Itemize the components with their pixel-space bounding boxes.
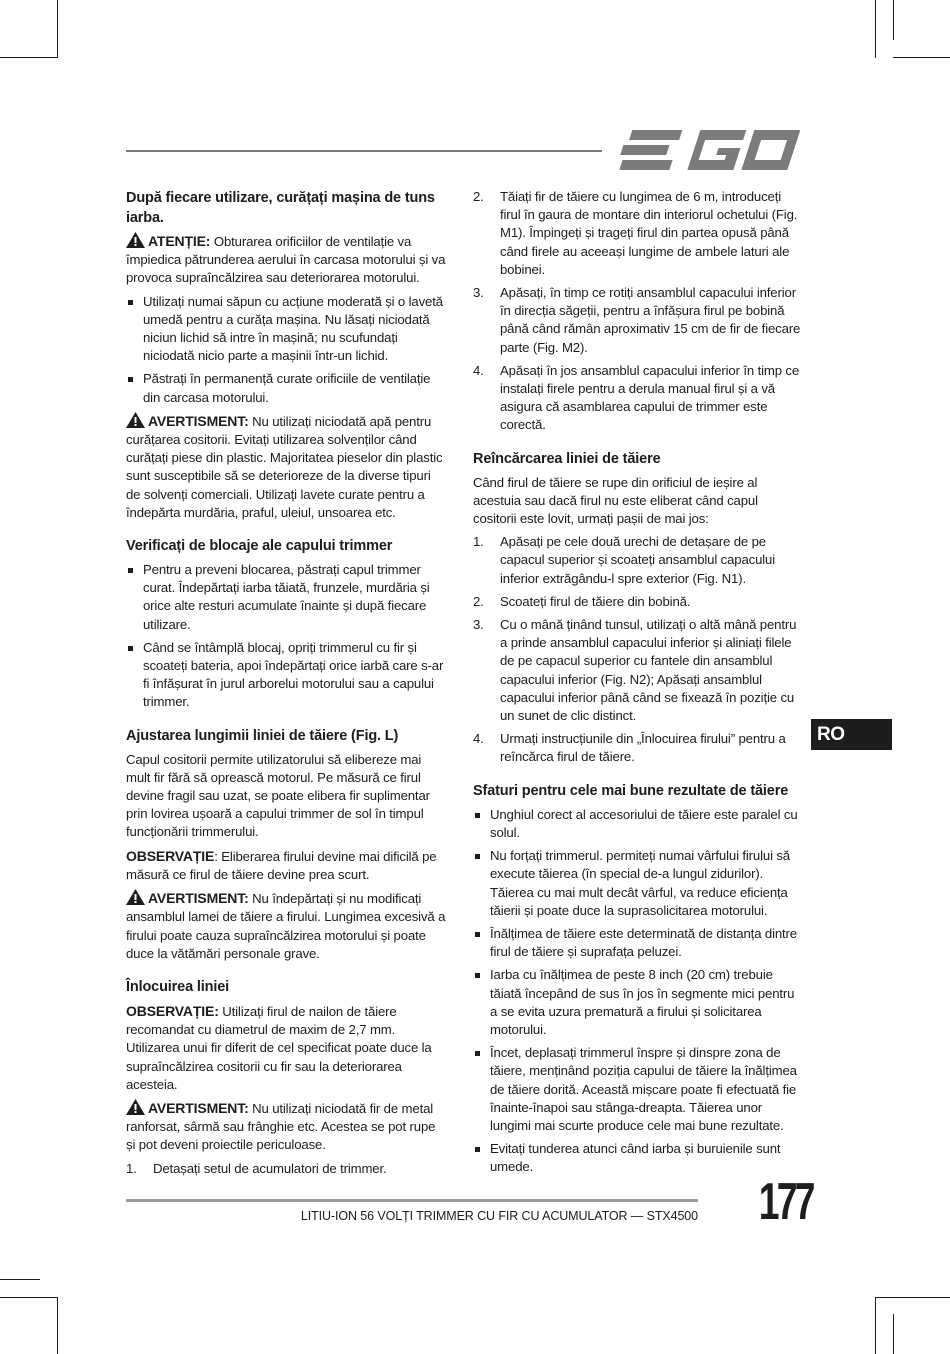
list-item [473, 188, 801, 279]
crop-mark [875, 1297, 950, 1298]
list-item: Unghiul corect al accesoriului de tăiere este paralel cu solul. [473, 806, 801, 842]
steps-list [126, 1160, 448, 1178]
list-item: Nu forțați trimmerul. permiteți numai vârfului firului să execute tăierea (în special de-a lungul zidurilor). Tăierea cu mai mult decât vârful, va reduce eficiența tăierii și poate duce la suprasolicitarea motorului. [473, 847, 801, 920]
list-item [473, 593, 801, 611]
crop-mark [57, 0, 58, 58]
list-item [473, 284, 801, 357]
warning-text: Nu utilizați niciodată apă pentru curățarea cositorii. Evitați utilizarea solvenților când curățați piese din plastic. Majoritatea pieselor din plastic sunt susceptibile să se deterioreze de la diverse tipuri de solvenți comerciali. Utilizați lavete curate pentru a îndepărta murdăria, praful, uleiul, unsoarea etc. [126, 413, 443, 520]
list-item: Evitați tunderea atunci când iarba și buruienile sunt umede. [473, 1140, 801, 1176]
step-number: 4. [473, 731, 484, 747]
list-item [473, 362, 801, 435]
crop-mark [893, 1314, 894, 1354]
list-item [473, 533, 801, 588]
note-label: OBSERVAȚIE [126, 847, 215, 864]
list-item: Utilizați numai săpun cu acțiune moderată și o lavetă umedă pentru a curăța mașina. Nu lăsați niciodată niciun lichid să intre în mașină; nu scufundați niciodată nicio parte a mașinii într-un lichid. [126, 293, 448, 366]
page-number: 177 [758, 1173, 813, 1231]
step-number: 3. [473, 617, 484, 633]
warning-notice [126, 412, 448, 522]
list-item: Încet, deplasați trimmerul înspre și dinspre zona de tăiere, menținând poziția capului de tăiere la înălțimea de tăiere dorită. Această mișcare poate fi efectuată fie înainte-înapoi sau stânga-dreapta. Tăierea unor lungimi mai scurte produce cele mai bune rezultate. [473, 1044, 801, 1135]
list-item: Înălțimea de tăiere este determinată de distanța dintre firul de tăiere și suprafața peluzei. [473, 925, 801, 961]
attention-label: ATENȚIE: [148, 233, 211, 249]
step-number: 2. [473, 189, 484, 204]
note [126, 1002, 448, 1094]
header-rule [126, 150, 602, 152]
crop-mark [0, 57, 58, 58]
warning-text: Nu utilizați niciodată fir de metal ranforsat, sârmă sau frânghie etc. Acestea se pot rupe și pot deveni proiectile periculoase. [126, 1100, 436, 1153]
list-item: Pentru a preveni blocarea, păstrați capul trimmer curat. Îndepărtați iarba tăiată, frunzele, murdăria și orice alte resturi acumulate înainte și după fiecare utilizare. [126, 561, 448, 634]
attention-notice [126, 232, 448, 288]
step-text: Apăsați, în timp ce rotiți ansamblul capacului inferior în direcția săgeții, pentru a înfășura firul pe bobină până când rămân aproximativ 15 cm de fir de fiecare parte (Fig. M2). [500, 285, 801, 355]
blockage-list [126, 561, 448, 712]
note [126, 847, 448, 884]
warning-label: AVERTISMENT: [148, 890, 249, 907]
warning-text: Nu îndepărtați și nu modificați ansamblul lamei de tăiere a firului. Lungimea excesivă a firului poate cauza supraîncălzirea motorului și poate duce la vătămări personale grave. [126, 891, 446, 961]
warning-label: AVERTISMENT: [148, 412, 249, 429]
warning-triangle-icon [126, 1099, 145, 1115]
left-column [126, 188, 448, 1183]
warning-triangle-icon [126, 889, 145, 905]
step-number: 2. [473, 593, 484, 609]
step-number: 1. [126, 1160, 137, 1176]
footer-title: LITIU-ION 56 VOLȚI TRIMMER CU FIR CU ACUMULATOR — STX4500 [300, 1209, 698, 1223]
list-item: Iarba cu înălțimea de peste 8 inch (20 cm) trebuie tăiată începând de sus în jos în segmente mici pentru a se evita uzura prematură a firului și solicitarea motorului. [473, 966, 801, 1039]
steps-list [473, 533, 801, 766]
section-heading: Sfaturi pentru cele mai bune rezultate de tăiere [473, 782, 789, 799]
step-text: Tăiați fir de tăiere cu lungimea de 6 m, introduceți firul în gaura de montare din interiorul ochetului (Fig. M1). Împingeți și trageți firul din partea opusă până când firele au aceeași lungime de ambele laturi ale bobinei. [500, 189, 798, 277]
section-heading: Înlocuirea liniei [126, 978, 230, 995]
steps-list [473, 188, 801, 435]
step-text: Apăsați pe cele două urechi de detașare de pe capacul superior și scoateți ansamblul capacului inferior extrăgându-l spre exterior (Fig. N1). [500, 534, 776, 586]
step-text: Urmați instrucțiunile din „Înlocuirea firului” pentru a reîncărca firul de tăiere. [500, 731, 786, 765]
warning-triangle-icon [126, 232, 145, 248]
right-column [473, 188, 801, 1182]
note-label: OBSERVAȚIE: [126, 1002, 219, 1019]
crop-mark [875, 1297, 876, 1354]
crop-mark [875, 0, 876, 58]
cleaning-list [126, 293, 448, 407]
step-text: Apăsați în jos ansamblul capacului inferior în timp ce instalați firele pentru a derula manual firul și a vă asigura că asamblarea capului de trimmer este corectă. [500, 362, 800, 433]
step-text: Scoateți firul de tăiere din bobină. [500, 593, 691, 609]
step-text: Cu o mână ținând tunsul, utilizați o altă mână pentru a prinde ansamblul capacului inferior și aliniați filele de pe capacul superior cu fantele din ansamblul capacului inferior (Fig. N2); Apăsați ansamblul capacului inferior până când se fixează în poziție cu un sunet de clic distinct. [500, 617, 797, 724]
step-number: 1. [473, 534, 484, 550]
paragraph: Capul cositorii permite utilizatorului să elibereze mai mult fir fără să oprească motorul. Pe măsură ce firul devine fragil sau uzat, se poate elibera fir suplimentar prin lovirea ușoară a capului trimmer de sol în timpul funcționării trimmerului. [126, 751, 430, 840]
crop-mark [0, 1279, 40, 1280]
warning-triangle-icon [126, 412, 145, 428]
crop-mark [0, 1297, 58, 1298]
crop-mark [893, 57, 950, 58]
section-heading: Ajustarea lungimii liniei de tăiere (Fig. L) [126, 727, 399, 744]
footer-rule [126, 1199, 698, 1202]
step-text: Detașați setul de acumulatori de trimmer. [153, 1160, 387, 1176]
attention-text: Obturarea orificiilor de ventilație va împiedica pătrunderea aerului în carcasa motorului și va provoca supraîncălzirea sau deteriorarea motorului. [126, 234, 446, 286]
list-item [473, 616, 801, 725]
warning-notice [126, 1099, 448, 1155]
paragraph: Când firul de tăiere se rupe din orificiul de ieșire al acestuia sau dacă firul nu este eliberat când capul cositorii este lovit, urmați pașii de mai jos: [473, 474, 758, 527]
list-item: Când se întâmplă blocaj, opriți trimmerul cu fir și scoateți bateria, apoi îndepărtați orice iarbă care s-ar fi înfășurat în jurul arborelui motorului sau a capului trimmer. [126, 639, 448, 712]
list-item: Păstrați în permanență curate orificiile de ventilație din carcasa motorului. [126, 370, 448, 406]
section-heading: După fiecare utilizare, curățați mașina de tuns iarba. [126, 190, 435, 226]
language-tab: RO [811, 719, 892, 750]
warning-label: AVERTISMENT: [148, 1099, 249, 1116]
crop-mark [893, 0, 894, 40]
warning-notice [126, 889, 448, 963]
note-text: : Eliberarea firului devine mai dificilă pe măsură ce firul de tăiere devine prea scurt. [126, 848, 437, 882]
crop-mark [57, 1297, 58, 1354]
section-heading: Verificați de blocaje ale capului trimmer [126, 538, 393, 555]
list-item [473, 730, 801, 766]
tips-list [473, 806, 801, 1177]
note-text: Utilizați firul de nailon de tăiere recomandat cu diametrul de maxim de 2,7 mm. Utilizarea unui fir diferit de cel specificat poate duce la supraîncălzirea cositorii cu fir sau la deteriorarea acesteia. [126, 1003, 432, 1092]
step-number: 3. [473, 285, 484, 301]
ego-logo [615, 128, 801, 172]
list-item [126, 1160, 448, 1178]
section-heading: Reîncărcarea liniei de tăiere [473, 450, 661, 467]
step-number: 4. [473, 362, 484, 378]
